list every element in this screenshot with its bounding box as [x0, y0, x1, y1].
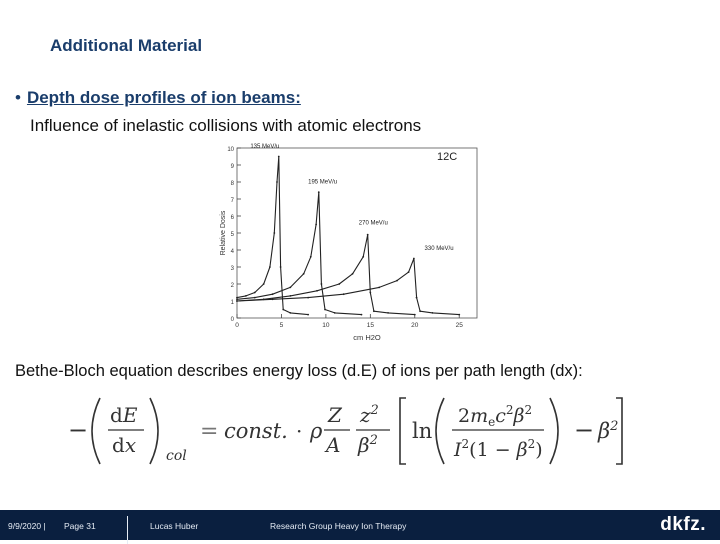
bullet-heading: Depth dose profiles of ion beams:	[26, 88, 301, 107]
bullet-dot-icon: •	[15, 88, 21, 107]
data-point	[373, 310, 375, 312]
data-point	[316, 290, 318, 292]
data-point	[289, 295, 291, 297]
svg-text:const.: const.	[224, 419, 288, 443]
series-label: 135 MeV/u	[250, 144, 280, 150]
data-point	[282, 309, 284, 311]
x-tick-label: 25	[455, 322, 463, 329]
svg-text:−: −	[574, 416, 595, 444]
svg-text:−: −	[68, 416, 89, 444]
data-point	[263, 283, 265, 285]
data-point	[458, 314, 460, 316]
data-point	[378, 287, 380, 289]
data-point	[343, 293, 345, 295]
data-point	[272, 293, 274, 295]
svg-text:2mec2β2: $2m_ec^2\beta^2$	[458, 403, 533, 429]
x-tick-label: 10	[322, 322, 330, 329]
data-point	[432, 312, 434, 314]
footer-group: Research Group Heavy Ion Therapy	[270, 521, 407, 531]
svg-text:·: ·	[296, 419, 303, 443]
y-tick-label: 1	[230, 300, 234, 306]
svg-text:col: col	[166, 448, 187, 464]
x-tick-label: 15	[366, 322, 374, 329]
data-point	[387, 312, 389, 314]
data-point	[416, 297, 418, 299]
svg-text:β2: $\beta^2$	[598, 419, 619, 443]
series-line	[237, 157, 308, 315]
data-point	[236, 297, 238, 299]
equation-caption: Bethe-Bloch equation describes energy loss (d.E) of ions per path length (dx):	[15, 362, 583, 380]
data-point	[310, 256, 312, 258]
data-point	[273, 232, 275, 234]
svg-text:A: A	[326, 433, 341, 457]
data-point	[334, 312, 336, 314]
svg-text:I2(1 − β2): $I^2(1 - \beta^2)$	[454, 437, 543, 461]
dkfz-logo: dkfz.	[660, 514, 706, 535]
data-point	[278, 156, 280, 158]
data-point	[276, 181, 278, 183]
depth-dose-chart	[215, 140, 495, 345]
data-point	[367, 234, 369, 236]
data-point	[236, 300, 238, 302]
bullet-subtext: Influence of inelastic collisions with atomic electrons	[30, 116, 422, 135]
data-point	[280, 266, 282, 268]
y-tick-label: 2	[230, 283, 234, 289]
svg-text:β2: $\beta^2$	[358, 433, 378, 457]
footer-date: 9/9/2020 |	[8, 521, 46, 531]
x-tick-label: 5	[279, 322, 284, 329]
y-tick-label: 8	[230, 181, 234, 187]
svg-text:=: =	[200, 419, 219, 444]
series-line	[237, 235, 415, 315]
svg-text:ρ: ρ	[310, 419, 323, 443]
data-point	[254, 292, 256, 294]
series-label: 330 MeV/u	[424, 246, 454, 252]
data-point	[338, 283, 340, 285]
footer-author: Lucas Huber	[150, 521, 199, 531]
footer-bar	[0, 510, 720, 540]
data-point	[272, 298, 274, 300]
data-point	[315, 224, 317, 226]
data-point	[419, 310, 421, 312]
y-tick-label: 10	[227, 147, 234, 153]
data-point	[324, 309, 326, 311]
data-point	[396, 280, 398, 282]
footer-page: Page 31	[64, 521, 96, 531]
y-tick-label: 3	[230, 266, 234, 272]
data-point	[289, 287, 291, 289]
y-tick-label: 7	[230, 198, 234, 204]
series-label: 195 MeV/u	[308, 179, 338, 186]
data-point	[318, 191, 320, 193]
x-axis-label: cm H2O	[353, 333, 381, 342]
data-point	[307, 314, 309, 316]
data-point	[408, 271, 410, 273]
svg-text:dx: dx	[112, 433, 137, 457]
data-point	[254, 297, 256, 299]
data-point	[414, 314, 416, 316]
data-point	[307, 297, 309, 299]
data-point	[289, 312, 291, 314]
data-point	[369, 292, 371, 294]
y-axis-label: Relative Dosis	[220, 210, 227, 256]
svg-text:Z: Z	[328, 403, 342, 427]
data-point	[361, 314, 363, 316]
data-point	[352, 273, 354, 275]
plot-frame	[237, 148, 477, 318]
chart-annotation: 12C	[437, 150, 458, 163]
page-title: Additional Material	[50, 36, 203, 55]
x-tick-label: 0	[235, 322, 239, 329]
data-point	[413, 258, 415, 260]
y-tick-label: 4	[230, 249, 234, 255]
y-tick-label: 6	[230, 215, 234, 221]
data-point	[303, 273, 305, 275]
depth-dose-chart-svg	[215, 140, 495, 345]
svg-text:z2: $z^2$	[360, 403, 379, 427]
bullet-item	[15, 88, 301, 108]
bethe-bloch-equation	[60, 392, 650, 470]
series-label: 270 MeV/u	[358, 220, 388, 227]
svg-text:ln: ln	[412, 419, 433, 443]
data-point	[236, 298, 238, 300]
y-tick-label: 5	[230, 232, 234, 238]
data-point	[362, 256, 364, 258]
data-point	[269, 266, 271, 268]
x-tick-label: 20	[411, 322, 419, 329]
data-point	[245, 295, 247, 297]
y-tick-label: 0	[230, 317, 234, 323]
data-point	[321, 283, 323, 285]
svg-text:dE: dE	[110, 403, 138, 427]
y-tick-label: 9	[230, 164, 234, 170]
series-line	[237, 192, 361, 314]
